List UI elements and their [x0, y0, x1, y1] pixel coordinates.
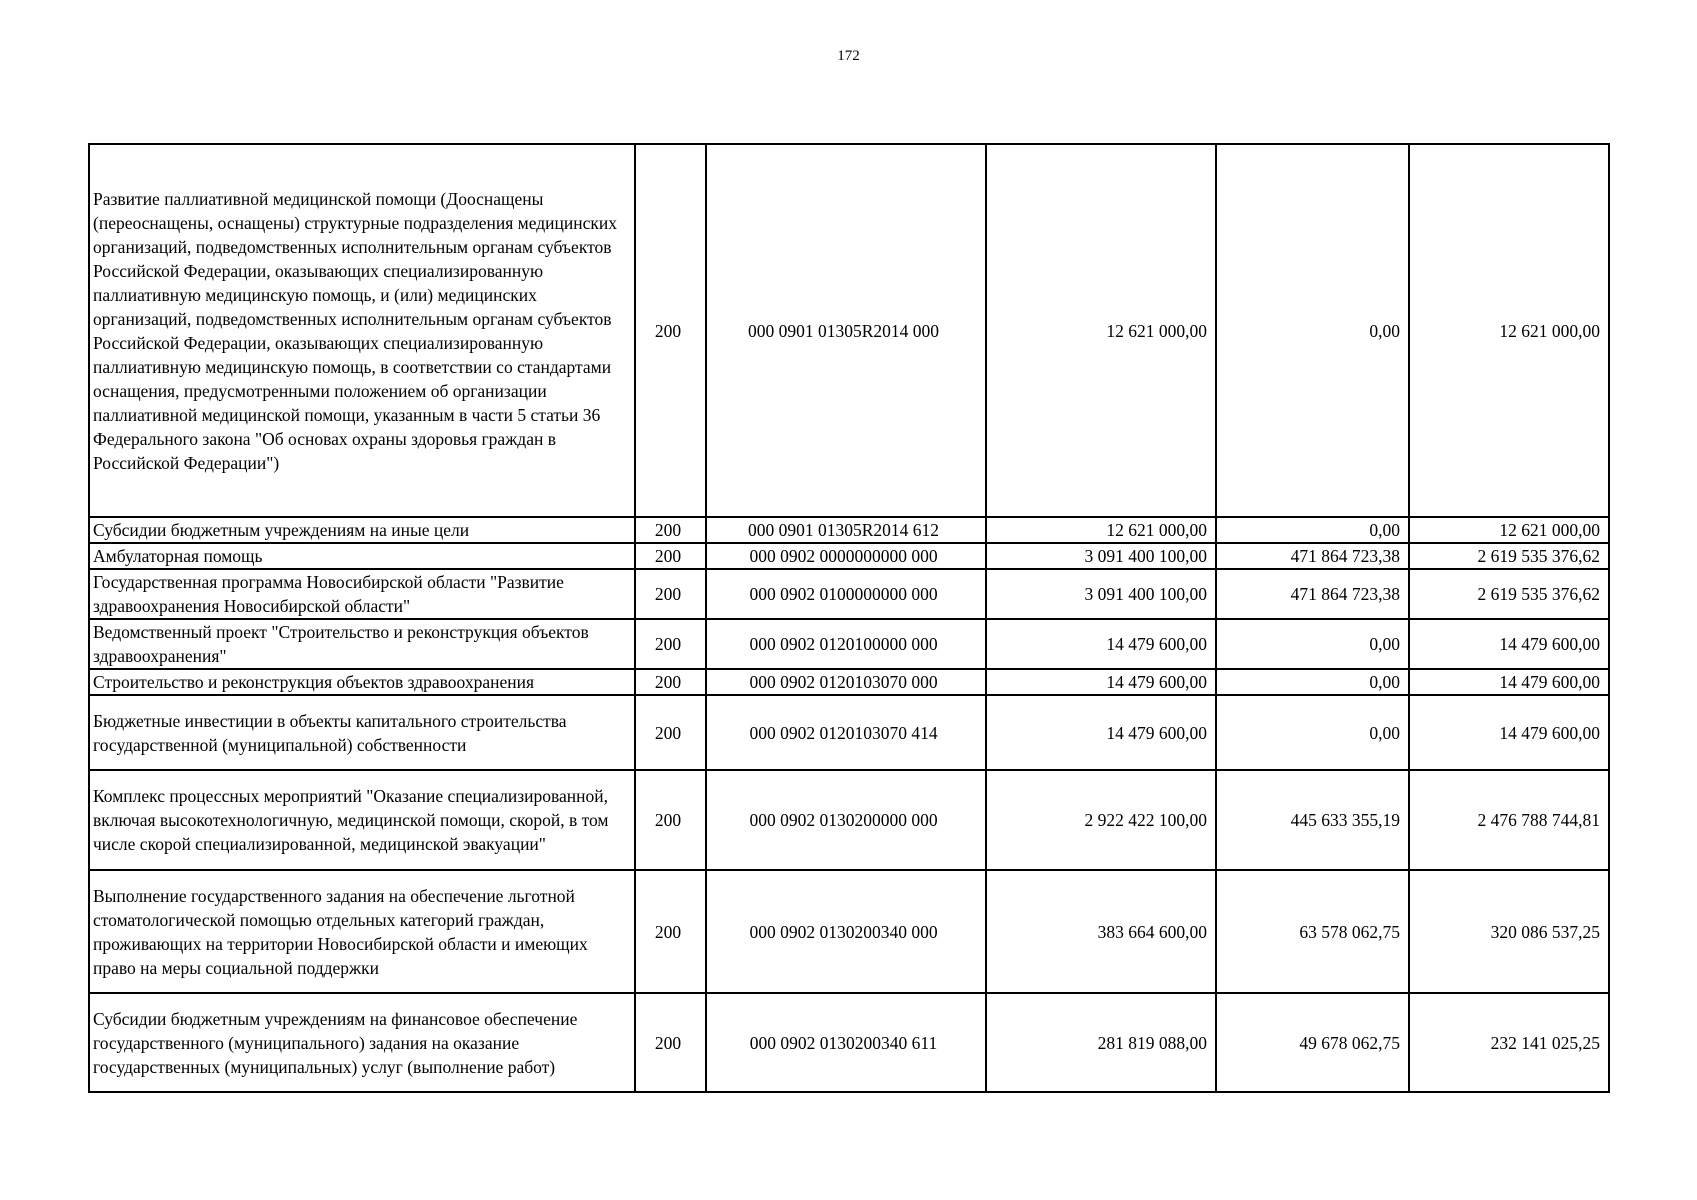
row-code: 200 [635, 669, 706, 695]
budget-table [88, 143, 1610, 1093]
row-code: 200 [635, 870, 706, 993]
row-executed: 0,00 [1216, 517, 1409, 543]
row-approved: 14 479 600,00 [986, 669, 1216, 695]
row-approved: 3 091 400 100,00 [986, 543, 1216, 569]
table-row [89, 543, 1609, 569]
row-approved: 14 479 600,00 [986, 695, 1216, 770]
row-name: Субсидии бюджетным учреждениям на иные цели [89, 517, 635, 543]
table-row [89, 144, 1609, 517]
table-row [89, 993, 1609, 1092]
table-row [89, 770, 1609, 870]
row-classification: 000 0901 01305R2014 000 [706, 144, 986, 517]
page-number: 172 [837, 48, 860, 64]
row-remaining: 2 619 535 376,62 [1409, 543, 1609, 569]
row-code: 200 [635, 770, 706, 870]
row-remaining: 14 479 600,00 [1409, 619, 1609, 669]
row-approved: 12 621 000,00 [986, 144, 1216, 517]
row-code: 200 [635, 543, 706, 569]
row-remaining: 320 086 537,25 [1409, 870, 1609, 993]
row-name: Комплекс процессных мероприятий "Оказание специализированной, включая высокотехнологичную, медицинской помощи, скорой, в том числе скорой специализированной, медицинской эвакуации" [89, 770, 635, 870]
row-classification: 000 0902 0100000000 000 [706, 569, 986, 619]
row-classification: 000 0902 0120103070 000 [706, 669, 986, 695]
row-code: 200 [635, 517, 706, 543]
table-row [89, 619, 1609, 669]
row-approved: 3 091 400 100,00 [986, 569, 1216, 619]
row-approved: 383 664 600,00 [986, 870, 1216, 993]
table-row [89, 669, 1609, 695]
row-approved: 14 479 600,00 [986, 619, 1216, 669]
row-code: 200 [635, 144, 706, 517]
row-remaining: 2 476 788 744,81 [1409, 770, 1609, 870]
row-classification: 000 0902 0130200340 000 [706, 870, 986, 993]
table-row [89, 695, 1609, 770]
row-name: Государственная программа Новосибирской области "Развитие здравоохранения Новосибирской области" [89, 569, 635, 619]
row-remaining: 2 619 535 376,62 [1409, 569, 1609, 619]
row-code: 200 [635, 695, 706, 770]
row-classification: 000 0901 01305R2014 612 [706, 517, 986, 543]
row-executed: 49 678 062,75 [1216, 993, 1409, 1092]
table-row [89, 517, 1609, 543]
row-name: Ведомственный проект "Строительство и реконструкция объектов здравоохранения" [89, 619, 635, 669]
row-executed: 0,00 [1216, 695, 1409, 770]
table-row [89, 569, 1609, 619]
row-code: 200 [635, 569, 706, 619]
row-classification: 000 0902 0120103070 414 [706, 695, 986, 770]
row-code: 200 [635, 993, 706, 1092]
row-executed: 471 864 723,38 [1216, 569, 1409, 619]
row-name: Строительство и реконструкция объектов здравоохранения [89, 669, 635, 695]
row-code: 200 [635, 619, 706, 669]
row-executed: 0,00 [1216, 144, 1409, 517]
row-remaining: 14 479 600,00 [1409, 669, 1609, 695]
row-name: Выполнение государственного задания на обеспечение льготной стоматологической помощью отдельных категорий граждан, проживающих на территории Новосибирской области и имеющих право на меры социальной поддержки [89, 870, 635, 993]
row-approved: 2 922 422 100,00 [986, 770, 1216, 870]
table-row [89, 870, 1609, 993]
row-classification: 000 0902 0130200340 611 [706, 993, 986, 1092]
row-approved: 281 819 088,00 [986, 993, 1216, 1092]
row-name: Субсидии бюджетным учреждениям на финансовое обеспечение государственного (муниципального) задания на оказание государственных (муниципальных) услуг (выполнение работ) [89, 993, 635, 1092]
row-executed: 445 633 355,19 [1216, 770, 1409, 870]
row-approved: 12 621 000,00 [986, 517, 1216, 543]
row-remaining: 14 479 600,00 [1409, 695, 1609, 770]
row-classification: 000 0902 0120100000 000 [706, 619, 986, 669]
row-executed: 0,00 [1216, 619, 1409, 669]
row-remaining: 232 141 025,25 [1409, 993, 1609, 1092]
row-name: Бюджетные инвестиции в объекты капитального строительства государственной (муниципальной) собственности [89, 695, 635, 770]
row-name: Развитие паллиативной медицинской помощи (Дооснащены (переоснащены, оснащены) структурные подразделения медицинских организаций, подведомственных исполнительным органам субъектов Российской Федерации, оказывающих специализированную паллиативную медицинскую помощь, и (или) медицинских организаций, подведомственных исполнительным органам субъектов Российской Федерации, оказывающих специализированную паллиативную медицинскую помощь, в соответствии со стандартами оснащения, предусмотренными положением об организации паллиативной медицинской помощи, указанным в части 5 статьи 36 Федерального закона "Об основах охраны здоровья граждан в Российской Федерации") [89, 144, 635, 517]
row-remaining: 12 621 000,00 [1409, 517, 1609, 543]
row-classification: 000 0902 0000000000 000 [706, 543, 986, 569]
row-remaining: 12 621 000,00 [1409, 144, 1609, 517]
row-classification: 000 0902 0130200000 000 [706, 770, 986, 870]
row-executed: 0,00 [1216, 669, 1409, 695]
row-name: Амбулаторная помощь [89, 543, 635, 569]
row-executed: 63 578 062,75 [1216, 870, 1409, 993]
row-executed: 471 864 723,38 [1216, 543, 1409, 569]
